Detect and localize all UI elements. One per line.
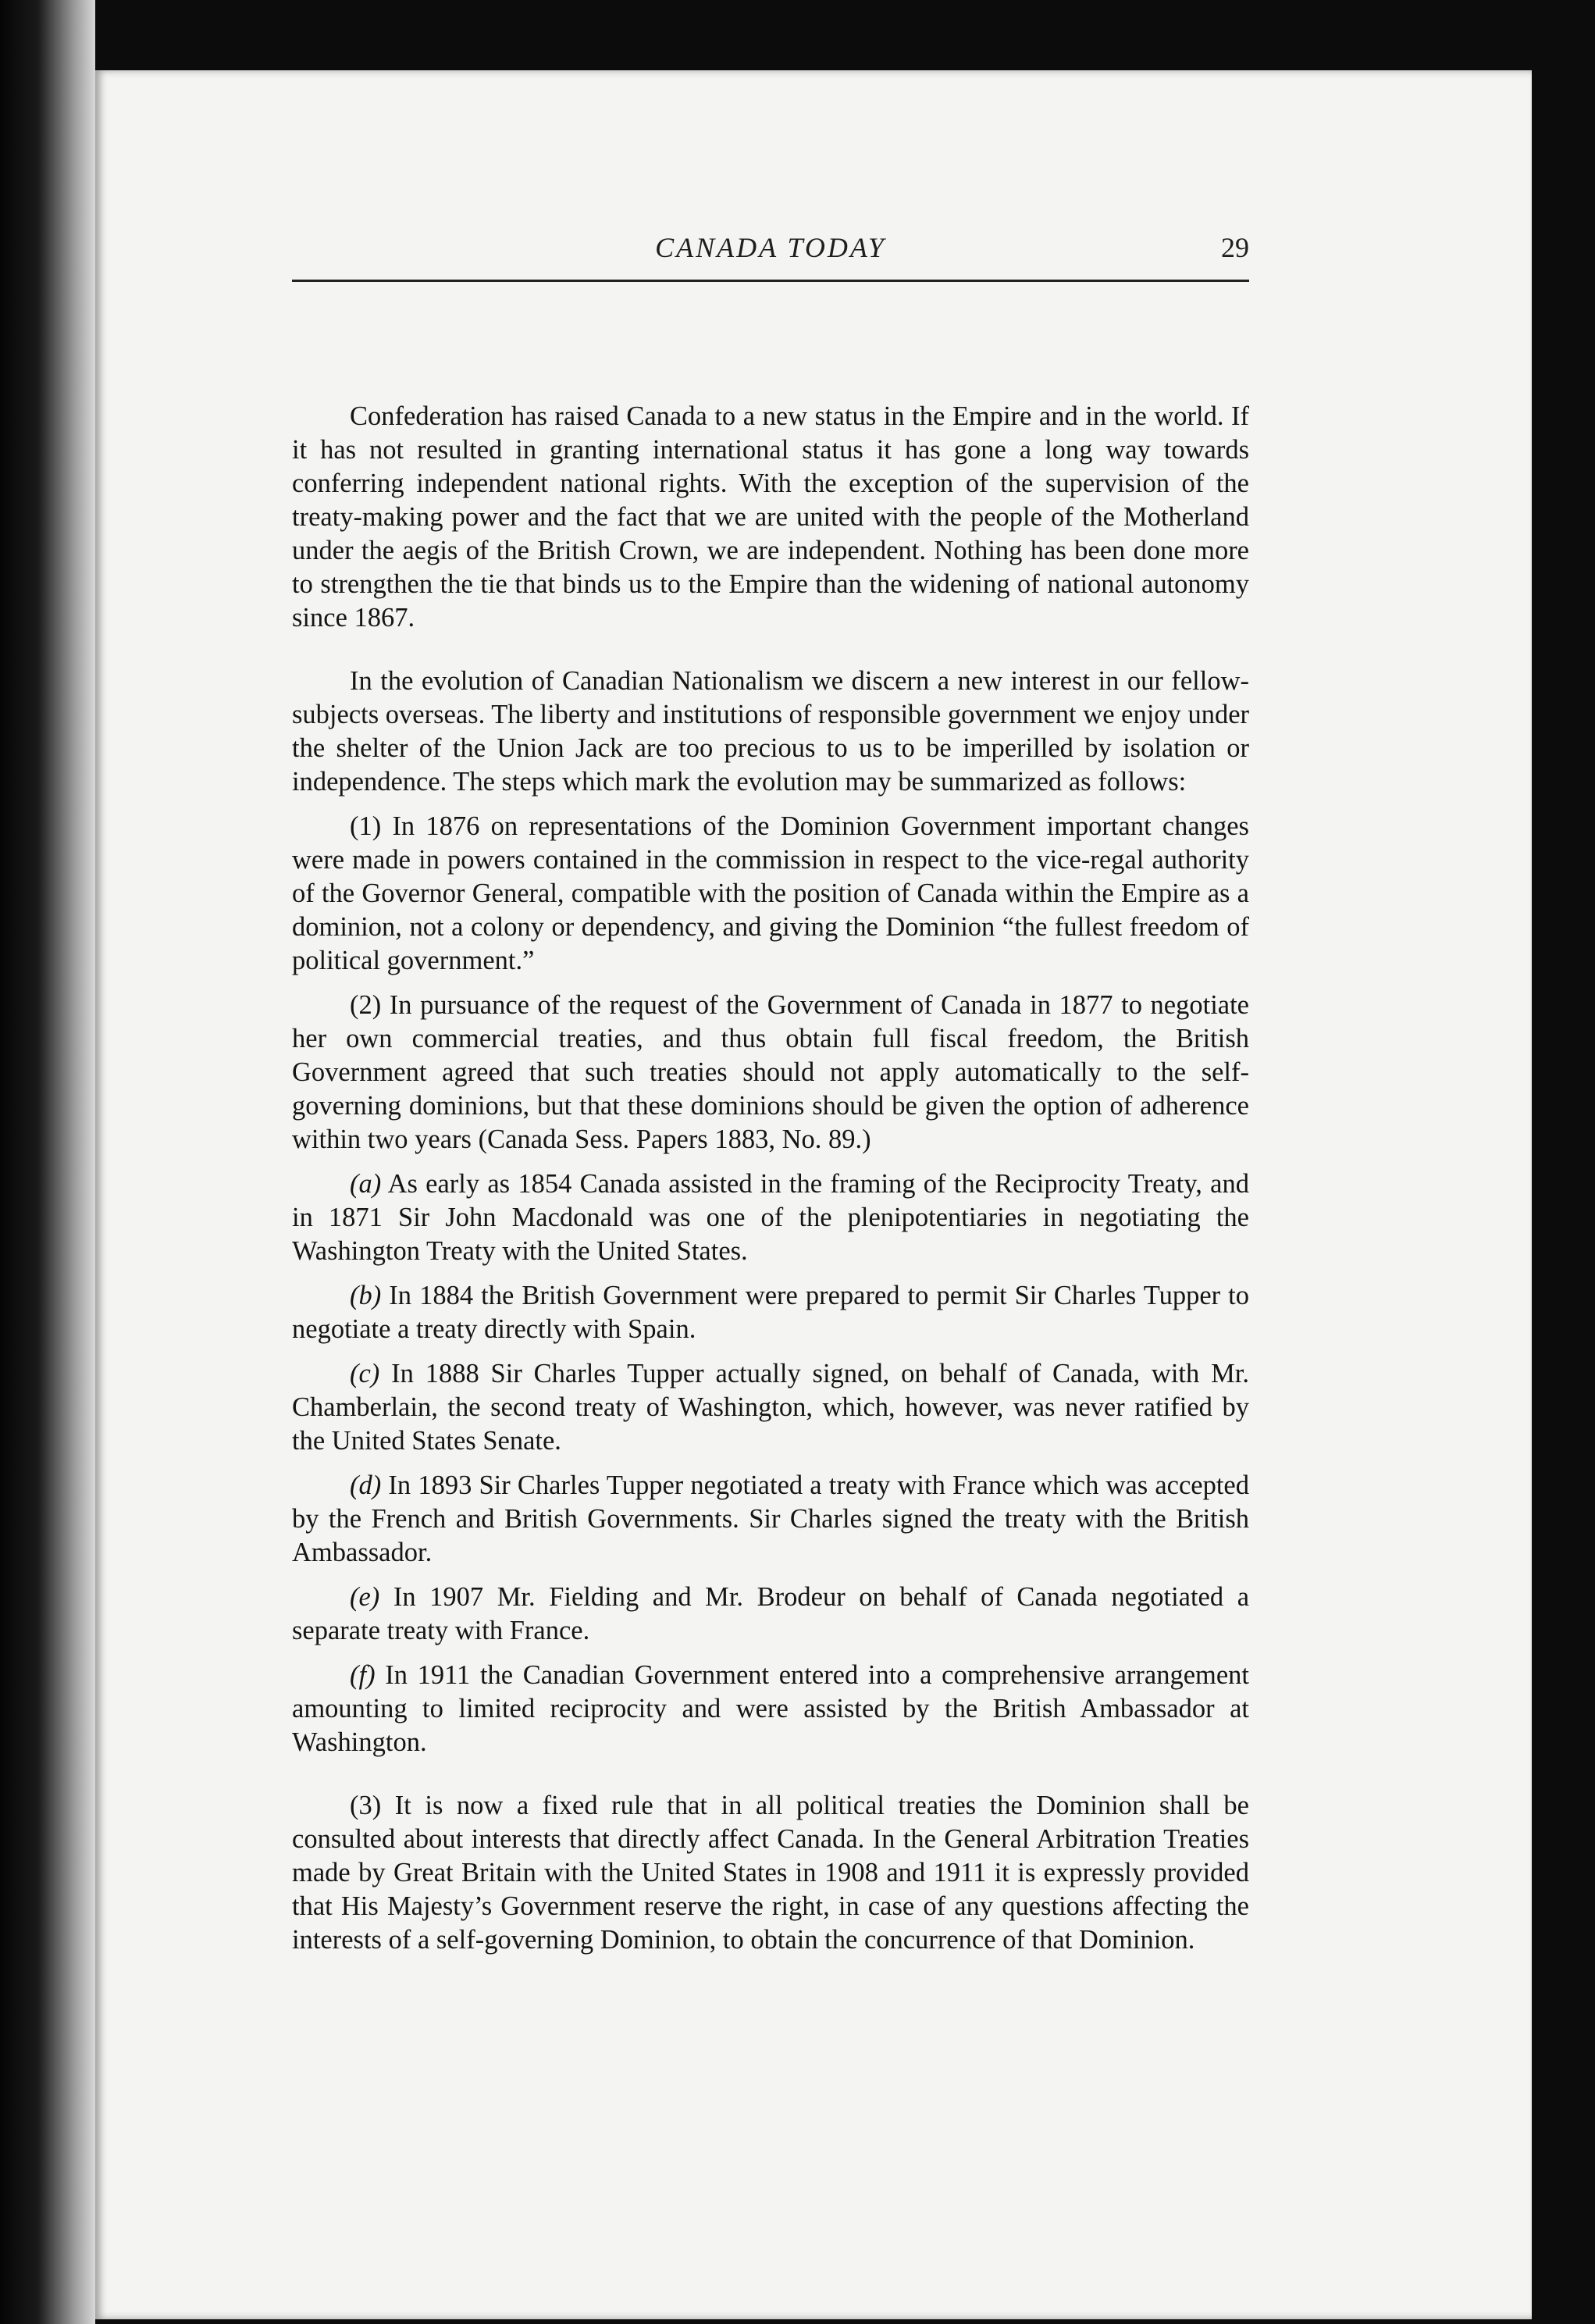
paragraph-item-2: (2) In pursuance of the request of the Government of Canada in 1877 to negotiate her own commercial treaties, and thus obtain full fiscal freedom, the British Government agreed that such treaties should not apply automatically to the self-governing dominions, but that these dominions should be given the option of adherence within two years (Canada Sess. Papers 1883, No. 89.) <box>292 990 1249 1154</box>
book-binding-edge <box>0 0 95 2324</box>
subitem-f-text: In 1911 the Canadian Government entered into a comprehensive arrangement amounting to limited reciprocity and were assisted by the British Ambassador at Washington. <box>292 1660 1249 1757</box>
subitem-d <box>292 1469 1249 1570</box>
subitem-e-marker: (e) <box>350 1582 380 1612</box>
paragraph-nationalism: In the evolution of Canadian Nationalism we discern a new interest in our fellow-subjects overseas. The liberty and institutions of responsible government we enjoy under the shelter of the Union Jack are too precious to us to be imperilled by isolation or independence. The steps which mark the evolution may be summarized as follows: <box>292 666 1249 797</box>
subitem-a-marker: (a) <box>350 1169 382 1199</box>
subitem-f-marker: (f) <box>350 1660 376 1690</box>
subitem-b-marker: (b) <box>350 1281 382 1310</box>
subitem-b-text: In 1884 the British Government were prepared to permit Sir Charles Tupper to negotiate a treaty directly with Spain. <box>292 1281 1250 1344</box>
subitem-f <box>292 1659 1249 1759</box>
body-text <box>292 400 1249 1957</box>
subitem-d-marker: (d) <box>350 1470 382 1500</box>
subitem-d-text: In 1893 Sir Charles Tupper negotiated a treaty with France which was accepted by the French and British Governments. Sir Charles signed the treaty with the British Ambassador. <box>292 1470 1249 1567</box>
subitem-a <box>292 1167 1249 1268</box>
subitem-c-text: In 1888 Sir Charles Tupper actually signed, on behalf of Canada, with Mr. Chamberlain, the second treaty of Washington, which, however, was never ratified by the United States Senate. <box>292 1359 1249 1456</box>
page-header <box>292 231 1249 282</box>
paragraph-item-1: (1) In 1876 on representations of the Dominion Government important changes were made in powers contained in the commission in respect to the vice-regal authority of the Governor General, compatible with the position of Canada within the Empire as a dominion, not a colony or dependency, and giving the Dominion “the fullest freedom of political government.” <box>292 811 1249 975</box>
paragraph-confederation: Confederation has raised Canada to a new status in the Empire and in the world. If it has not resulted in granting international status it has gone a long way towards conferring independent national rights. With the exception of the supervision of the treaty-making power and the fact that we are united with the people of the Motherland under the aegis of the British Crown, we are independent. Nothing has been done more to strengthen the tie that binds us to the Empire than the widening of national autonomy since 1867. <box>292 401 1249 633</box>
subitem-a-text: As early as 1854 Canada assisted in the framing of the Reciprocity Treaty, and in 1871 Sir John Macdonald was one of the plenipotentiaries in negotiating the Washington Treaty with the United States. <box>292 1169 1249 1266</box>
subitem-e <box>292 1581 1249 1648</box>
page-number: 29 <box>1221 232 1249 263</box>
subitem-e-text: In 1907 Mr. Fielding and Mr. Brodeur on behalf of Canada negotiated a separate treaty with France. <box>292 1582 1250 1645</box>
subitem-c-marker: (c) <box>350 1359 380 1388</box>
subitem-c <box>292 1357 1249 1458</box>
subitem-b <box>292 1279 1249 1346</box>
running-title: CANADA TODAY <box>655 232 886 263</box>
paragraph-item-3: (3) It is now a fixed rule that in all political treaties the Dominion shall be consulted about interests that directly affect Canada. In the General Arbitration Treaties made by Great Britain with the United States in 1908 and 1911 it is expressly provided that His Majesty’s Government reserve the right, in case of any questions affecting the interests of a self-governing Dominion, to obtain the concurrence of that Dominion. <box>292 1791 1249 1955</box>
